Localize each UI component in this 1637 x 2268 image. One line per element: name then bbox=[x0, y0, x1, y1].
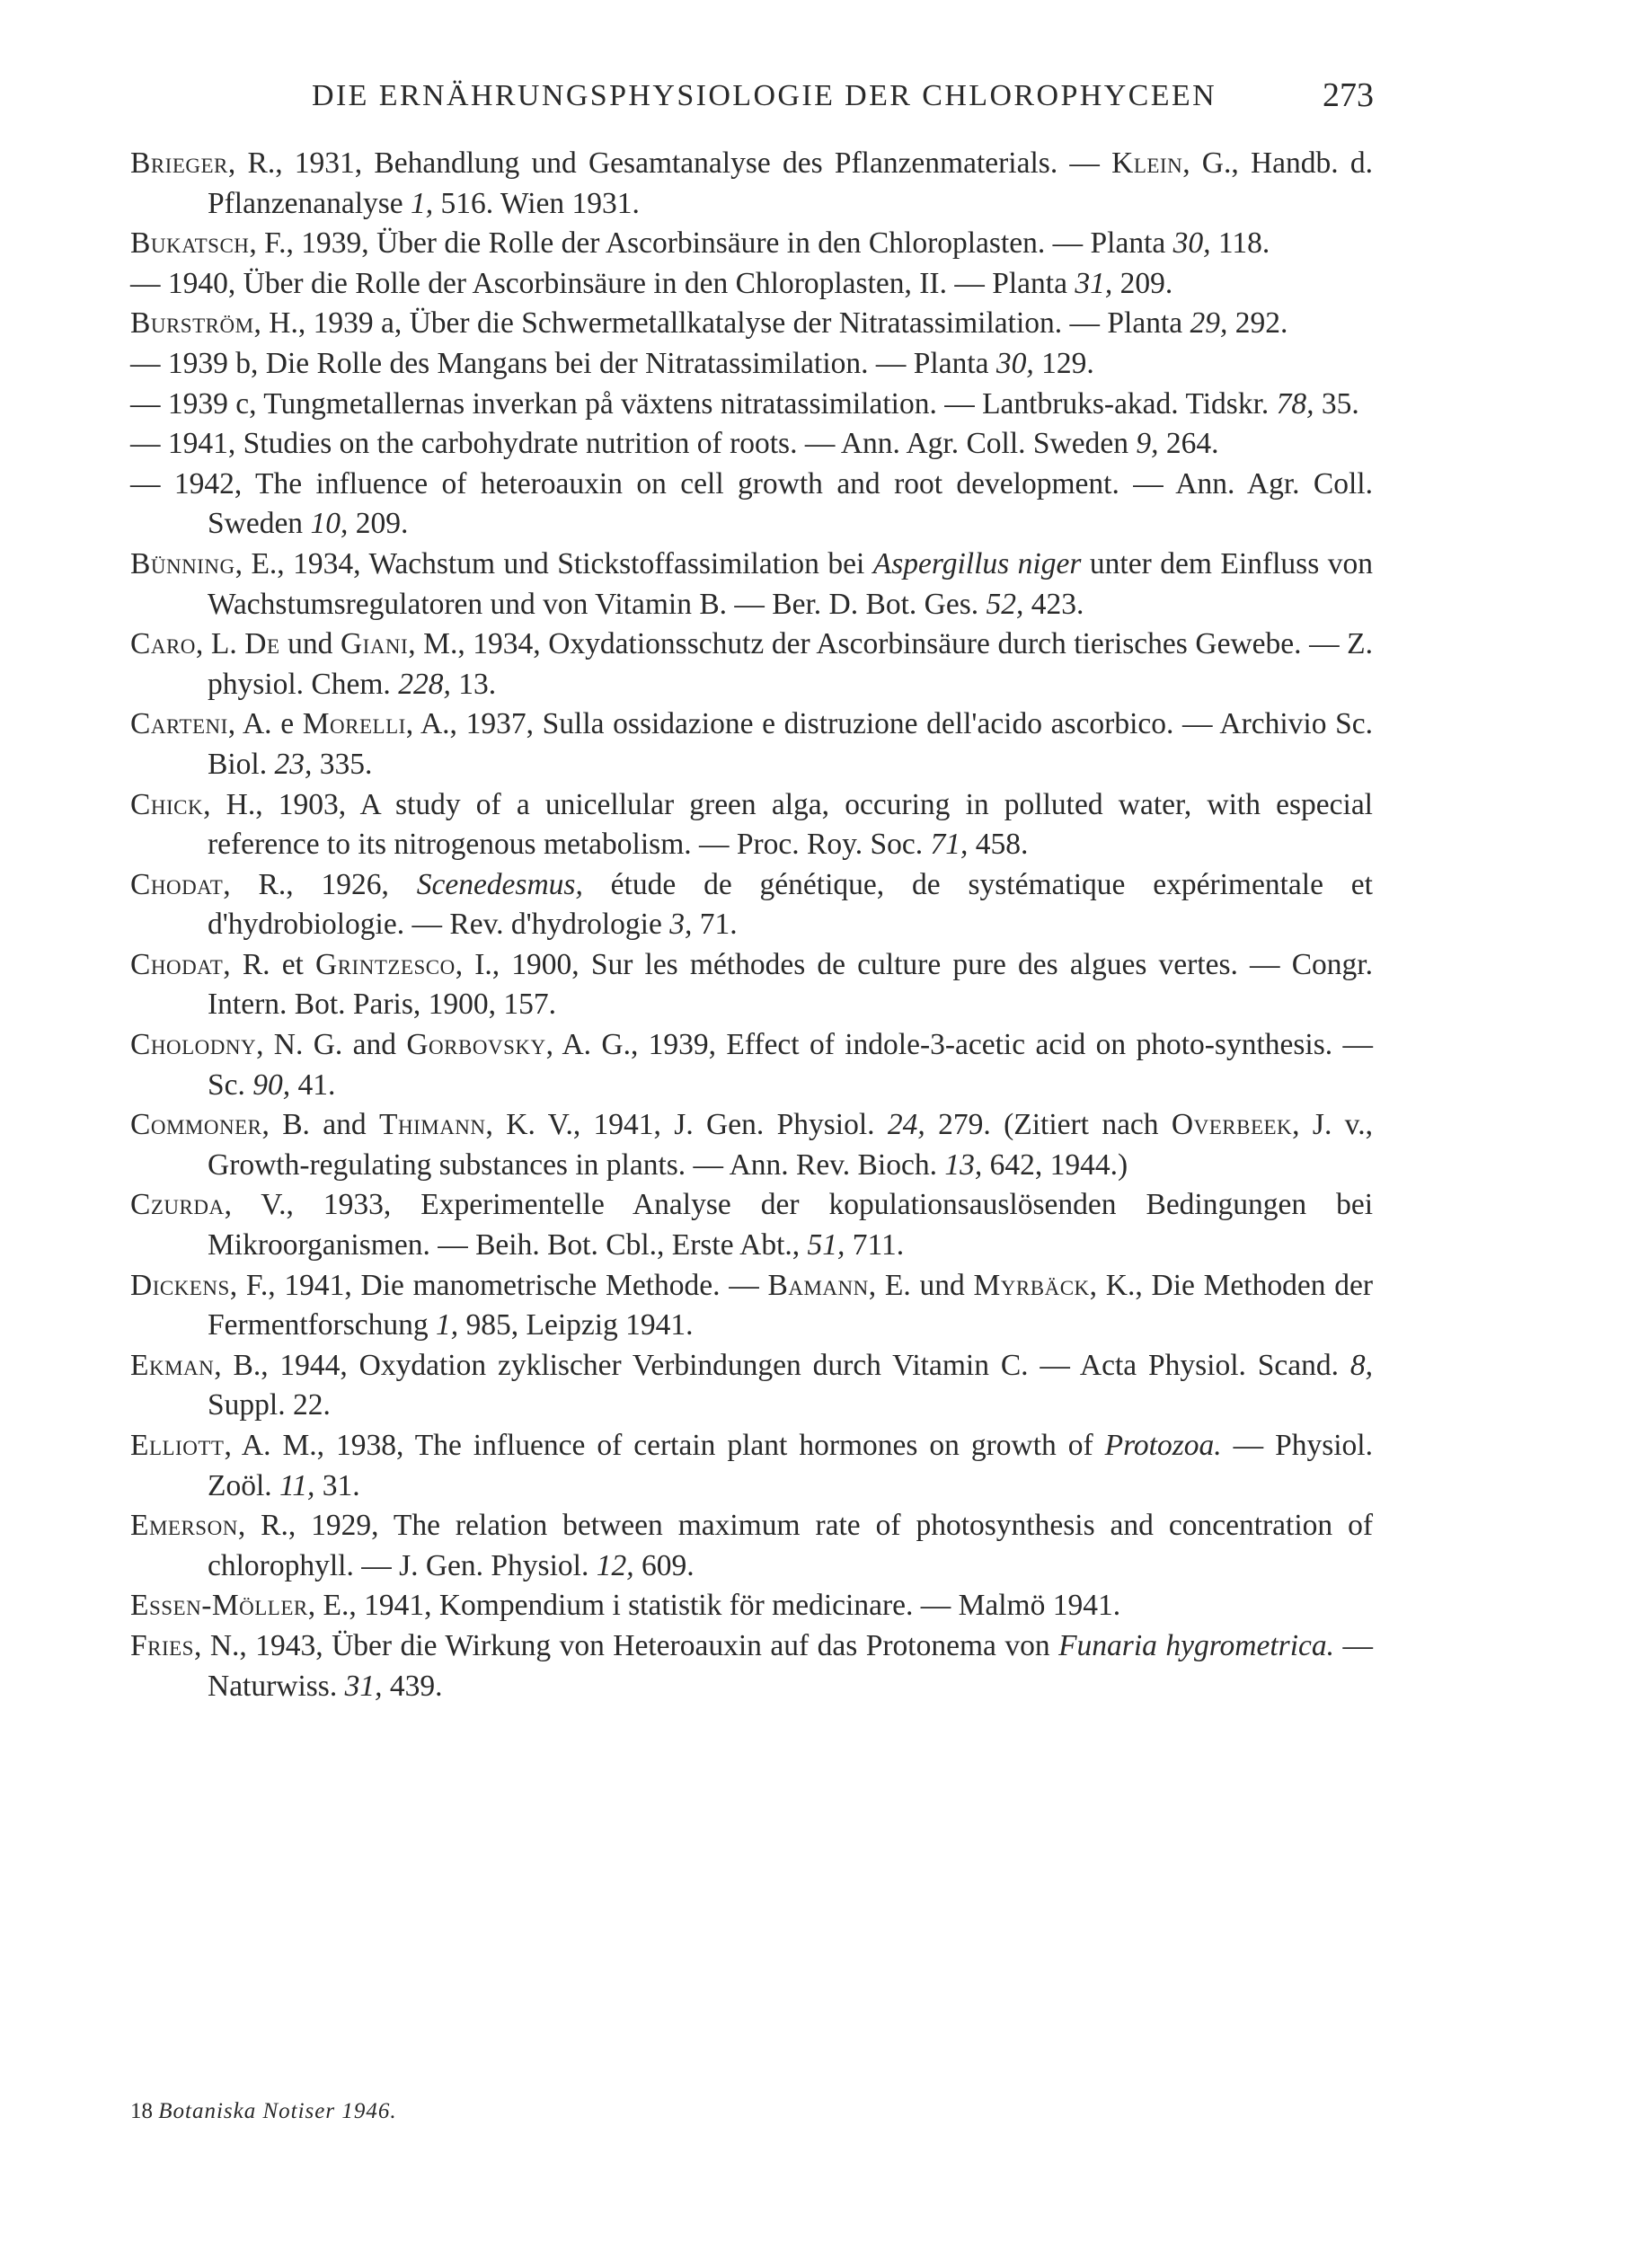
author-name: Grintzesco bbox=[315, 947, 456, 981]
reference-text: 264. bbox=[1158, 427, 1219, 461]
author-name: Emerson bbox=[130, 1509, 238, 1543]
reference-text: 118. bbox=[1210, 226, 1270, 261]
reference-text: unter dem Einfluss von Wachstumsregulatoren und von Vitamin B. — Ber. D. Bot. Ges. bbox=[208, 546, 1373, 621]
reference-entry bbox=[130, 865, 1373, 945]
reference-text: 129. bbox=[1033, 346, 1094, 380]
reference-entry bbox=[130, 1506, 1373, 1586]
reference-text: , I., 1900, Sur les méthodes de culture pure des algues vertes. — Congr. Intern. Bot. Paris, 1900, 157. bbox=[208, 947, 1373, 1022]
reference-text: , R. et bbox=[223, 947, 316, 981]
reference-text: , K., Die Methoden der Fermentforschung bbox=[208, 1268, 1373, 1342]
italic-text: 23, bbox=[274, 747, 313, 781]
reference-text: — 1942, The influence of heteroauxin on cell growth and root development. — Ann. Agr. Coll. Sweden bbox=[130, 466, 1373, 541]
reference-text: , A. G., 1939, Effect of indole-3-acetic acid on photo-synthesis. — Sc. bbox=[208, 1028, 1373, 1102]
reference-entry bbox=[130, 1266, 1373, 1346]
reference-text: 335. bbox=[312, 747, 373, 781]
italic-text: 13, bbox=[944, 1147, 983, 1182]
italic-text: Aspergillus niger bbox=[872, 546, 1082, 580]
reference-text: 711. bbox=[845, 1228, 905, 1262]
reference-text: 41. bbox=[290, 1068, 336, 1102]
author-name: Bamann bbox=[767, 1268, 869, 1302]
author-name: Chick bbox=[130, 787, 204, 821]
author-name: Bünning bbox=[130, 546, 235, 580]
reference-text: und bbox=[279, 627, 341, 661]
reference-text: 439. bbox=[382, 1669, 443, 1703]
author-name: Czurda bbox=[130, 1188, 225, 1222]
italic-text: Protozoa. bbox=[1104, 1429, 1222, 1462]
italic-text: 31, bbox=[344, 1669, 383, 1703]
reference-entry bbox=[130, 1346, 1373, 1426]
reference-text: , R., 1931, Behandlung und Gesamtanalyse des Pflanzenmaterials. — bbox=[227, 146, 1112, 180]
reference-entry bbox=[130, 625, 1373, 704]
italic-text: 8, bbox=[1349, 1348, 1373, 1382]
author-name: Essen-Möller bbox=[130, 1589, 308, 1623]
italic-text: 10, bbox=[310, 507, 349, 541]
reference-text: , F., 1941, Die manometrische Methode. — bbox=[229, 1268, 768, 1302]
reference-text: — 1941, Studies on the carbohydrate nutrition of roots. — Ann. Agr. Coll. Sweden bbox=[130, 427, 1137, 461]
author-name: Cholodny bbox=[130, 1028, 257, 1062]
reference-entry bbox=[130, 385, 1373, 425]
reference-text: , F., 1939, Über die Rolle der Ascorbinsäure in den Chloroplasten. — Planta bbox=[249, 226, 1173, 261]
reference-text: , R., 1929, The relation between maximum rate of photosynthesis and concentration of chlorophyll. — J. Gen. Physiol. bbox=[208, 1509, 1373, 1582]
author-name: Ekman bbox=[130, 1348, 215, 1382]
reference-text: , E. und bbox=[868, 1268, 974, 1302]
reference-text: , K. V., 1941, J. Gen. Physiol. bbox=[485, 1108, 888, 1142]
reference-entry bbox=[130, 304, 1373, 344]
reference-text: , B. and bbox=[261, 1108, 380, 1142]
reference-text: 71. bbox=[692, 908, 738, 942]
reference-entry bbox=[130, 344, 1373, 385]
reference-text: 458. bbox=[968, 828, 1029, 862]
italic-text: 71, bbox=[930, 828, 969, 862]
author-name: Morelli bbox=[302, 707, 406, 741]
author-name: Gorbovsky bbox=[406, 1028, 546, 1062]
author-name: De bbox=[244, 627, 280, 661]
italic-text: 11, bbox=[279, 1468, 315, 1502]
author-name: Fries bbox=[130, 1628, 194, 1662]
reference-text: 985, Leipzig 1941. bbox=[458, 1308, 694, 1342]
reference-entry bbox=[130, 1586, 1373, 1626]
author-name: Giani bbox=[340, 627, 409, 661]
reference-text: , H., 1939 a, Über die Schwermetallkatalyse der Nitratassimilation. — Planta bbox=[253, 306, 1190, 341]
italic-text: Scenedesmus, bbox=[416, 867, 583, 901]
reference-text: 292. bbox=[1227, 306, 1288, 341]
author-name: Caro bbox=[130, 627, 196, 661]
reference-entry bbox=[130, 465, 1373, 545]
reference-text: 642, 1944.) bbox=[982, 1147, 1128, 1182]
reference-entry bbox=[130, 144, 1373, 224]
reference-text: 279. (Zitiert nach bbox=[925, 1108, 1172, 1142]
italic-text: 1, bbox=[411, 186, 434, 220]
reference-entry bbox=[130, 945, 1373, 1025]
reference-text: , E., 1934, Wachstum und Stickstoffassimilation bei bbox=[234, 546, 873, 580]
italic-text: 12, bbox=[596, 1548, 634, 1582]
italic-text: 29, bbox=[1190, 306, 1228, 341]
italic-text: 3, bbox=[669, 908, 693, 942]
reference-text: — 1940, Über die Rolle der Ascorbinsäure in den Chloroplasten, II. — Planta bbox=[130, 266, 1075, 300]
reference-text: — 1939 c, Tungmetallernas inverkan på växtens nitratassimilation. — Lantbruks-akad. Tidskr. bbox=[130, 386, 1277, 421]
reference-entry bbox=[130, 545, 1373, 625]
reference-text: 609. bbox=[633, 1548, 695, 1582]
reference-entry bbox=[130, 424, 1373, 465]
reference-text: — Physiol. Zoöl. bbox=[208, 1429, 1373, 1502]
reference-text: , M., 1934, Oxydationsschutz der Ascorbinsäure durch tierisches Gewebe. — Z. physiol. Chem. bbox=[208, 627, 1374, 701]
author-name: Dickens bbox=[130, 1268, 230, 1302]
reference-text: — 1939 b, Die Rolle des Mangans bei der Nitratassimilation. — Planta bbox=[130, 346, 996, 380]
reference-text: , J. v., Growth-regulating substances in plants. — Ann. Rev. Bioch. bbox=[208, 1108, 1373, 1182]
reference-text: , E., 1941, Kompendium i statistik för medicinare. — Malmö 1941. bbox=[307, 1589, 1121, 1623]
italic-text: Funaria hygrometrica. bbox=[1058, 1628, 1334, 1662]
reference-entry bbox=[130, 264, 1373, 305]
reference-text: , B., 1944, Oxydation zyklischer Verbindungen durch Vitamin C. — Acta Physiol. Scand. bbox=[214, 1348, 1350, 1382]
author-name: Thimann bbox=[379, 1108, 486, 1142]
author-name: Klein bbox=[1111, 146, 1183, 180]
reference-text: 516. Wien 1931. bbox=[433, 186, 640, 220]
reference-text: , A., 1937, Sulla ossidazione e distruzione dell'acido ascorbico. — Archivio Sc. Biol. bbox=[208, 707, 1373, 781]
reference-entry bbox=[130, 1626, 1373, 1706]
reference-text: 13. bbox=[450, 667, 497, 701]
italic-text: 78, bbox=[1276, 386, 1314, 421]
italic-text: 9, bbox=[1136, 427, 1159, 461]
reference-text: , G., Handb. d. Pflanzenanalyse bbox=[208, 146, 1373, 220]
reference-text: , N., 1943, Über die Wirkung von Heteroauxin auf das Protonema von bbox=[193, 1628, 1059, 1662]
reference-entry bbox=[130, 1025, 1373, 1105]
reference-text: 423. bbox=[1023, 587, 1084, 621]
author-name: Chodat bbox=[130, 867, 224, 901]
page-number: 273 bbox=[1323, 76, 1374, 114]
reference-text: 209. bbox=[1112, 266, 1173, 300]
reference-text: , A. M., 1938, The influence of certain plant hormones on growth of bbox=[224, 1429, 1105, 1462]
author-name: Carteni bbox=[130, 707, 228, 741]
reference-list bbox=[130, 144, 1373, 1706]
author-name: Myrbäck bbox=[973, 1268, 1090, 1302]
italic-text: 51, bbox=[807, 1228, 845, 1262]
running-title: DIE ERNÄHRUNGSPHYSIOLOGIE DER CHLOROPHYCEEN bbox=[312, 79, 1217, 112]
reference-text: , H., 1903, A study of a unicellular green alga, occuring in polluted water, with especial reference to its nitrogenous metabolism. — Proc. Roy. Soc. bbox=[203, 787, 1373, 862]
author-name: Chodat bbox=[130, 947, 224, 981]
journal-name: Botaniska Notiser 1946. bbox=[158, 2099, 397, 2123]
reference-entry bbox=[130, 704, 1373, 784]
italic-text: 52, bbox=[986, 587, 1024, 621]
signature-mark: 18 bbox=[130, 2099, 153, 2123]
author-name: Brieger bbox=[130, 146, 228, 180]
italic-text: 228, bbox=[398, 667, 451, 701]
reference-text: 31. bbox=[314, 1468, 360, 1502]
italic-text: 24, bbox=[887, 1108, 925, 1142]
author-name: Bukatsch bbox=[130, 226, 250, 261]
italic-text: 90, bbox=[252, 1068, 291, 1102]
italic-text: 1, bbox=[435, 1308, 459, 1342]
reference-text: 209. bbox=[348, 507, 409, 541]
reference-text: étude de génétique, de systématique expérimentale et d'hydrobiologie. — Rev. d'hydrologie bbox=[208, 867, 1373, 942]
reference-text: , L. bbox=[195, 627, 245, 661]
author-name: Commoner bbox=[130, 1108, 262, 1142]
reference-entry bbox=[130, 1105, 1373, 1185]
reference-text: , V., 1933, Experimentelle Analyse der kopulationsauslösenden Bedingungen bei Mikroorganismen. — Beih. Bot. Cbl., Erste Abt., bbox=[208, 1188, 1373, 1262]
reference-text: , A. e bbox=[227, 707, 303, 741]
reference-text: — Naturwiss. bbox=[208, 1628, 1373, 1703]
italic-text: 30, bbox=[995, 346, 1034, 380]
footer-line bbox=[130, 2099, 397, 2124]
author-name: Elliott bbox=[130, 1429, 225, 1462]
author-name: Overbeek bbox=[1171, 1108, 1293, 1142]
reference-text: , R., 1926, bbox=[223, 867, 417, 901]
italic-text: 31, bbox=[1075, 266, 1113, 300]
author-name: Burström bbox=[130, 306, 254, 341]
reference-text: 35. bbox=[1314, 386, 1359, 421]
reference-entry bbox=[130, 1426, 1373, 1506]
reference-entry bbox=[130, 1185, 1373, 1265]
reference-text: , N. G. and bbox=[256, 1028, 407, 1062]
reference-text: Suppl. 22. bbox=[208, 1388, 331, 1422]
italic-text: 30, bbox=[1172, 226, 1211, 261]
reference-entry bbox=[130, 224, 1373, 264]
reference-entry bbox=[130, 785, 1373, 865]
